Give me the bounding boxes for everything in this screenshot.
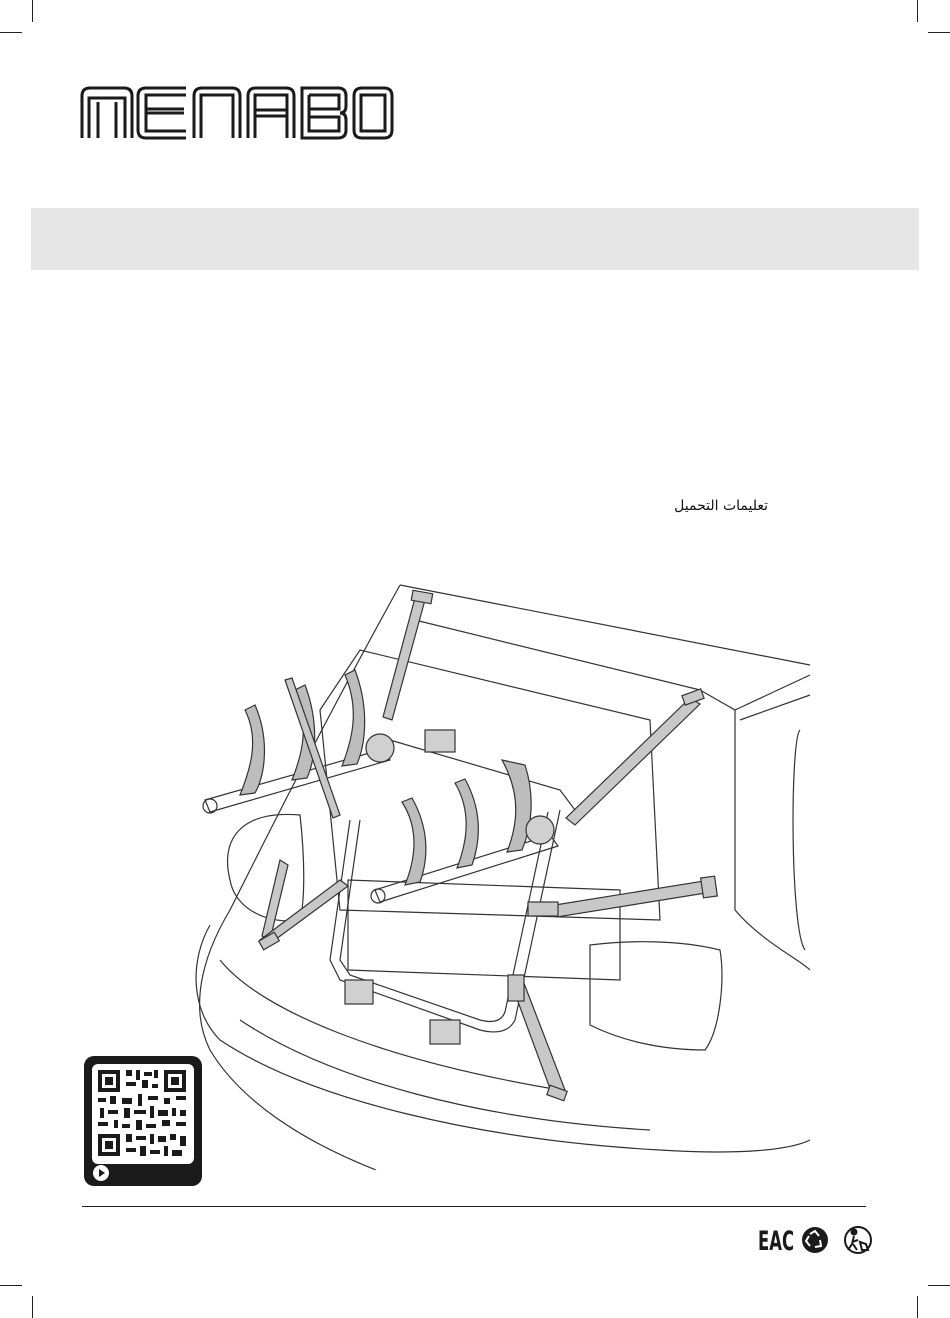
title-band xyxy=(31,208,919,270)
recycle-icon xyxy=(802,1227,828,1253)
crop-mark xyxy=(0,1285,22,1286)
menabo-wordmark-logo xyxy=(80,86,394,140)
qr-code-panel[interactable] xyxy=(84,1056,202,1186)
play-icon[interactable] xyxy=(92,1164,110,1182)
crop-mark xyxy=(917,0,918,22)
crop-mark xyxy=(0,32,22,33)
arabic-language-label: تعليمات التحميل xyxy=(674,498,768,514)
crop-mark xyxy=(928,1285,950,1286)
crop-mark xyxy=(32,0,33,22)
eac-mark: EAC xyxy=(758,1226,794,1256)
qr-code-area xyxy=(92,1064,194,1164)
crop-mark xyxy=(32,1296,33,1318)
tidy-man-icon xyxy=(845,1227,871,1253)
certification-marks xyxy=(758,1222,872,1256)
rear-bike-carrier-on-car-illustration xyxy=(180,580,820,1170)
menabo-logo xyxy=(80,86,394,140)
crop-mark xyxy=(928,32,950,33)
footer-divider xyxy=(82,1206,866,1207)
crop-mark xyxy=(917,1296,918,1318)
qr-code-icon xyxy=(92,1064,194,1164)
bike-carrier-illustration xyxy=(180,580,820,1170)
